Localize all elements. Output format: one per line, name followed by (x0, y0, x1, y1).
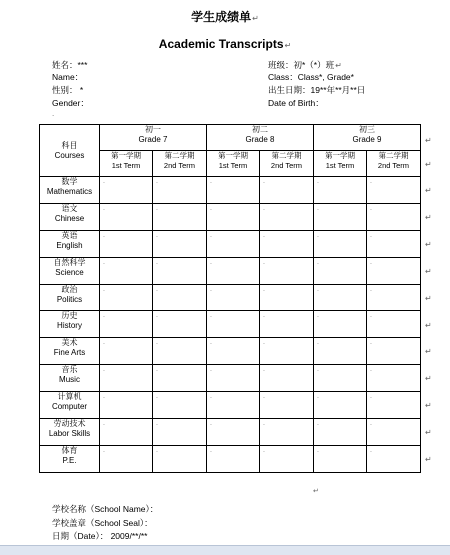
cell-mark: . (317, 231, 319, 239)
subject-name (40, 365, 100, 392)
subject-name-en: Mathematics (46, 187, 93, 196)
cell-mark: . (210, 285, 212, 293)
cell-mark: . (370, 446, 372, 454)
table-row (40, 311, 421, 338)
cell-mark: . (263, 366, 265, 374)
grade-cell[interactable] (314, 419, 367, 446)
grade-cell[interactable] (260, 284, 314, 311)
grade-cell[interactable] (314, 177, 367, 204)
grade-cell[interactable] (100, 338, 153, 365)
cell-mark: . (263, 339, 265, 347)
grade-cell[interactable] (207, 230, 260, 257)
grade-cell[interactable] (207, 338, 260, 365)
cell-mark: . (263, 258, 265, 266)
cell-mark: . (370, 420, 372, 428)
grade-cell[interactable] (367, 419, 421, 446)
subject-name-cn: 计算机 (57, 392, 82, 402)
title-english: Academic Transcripts↵ (158, 37, 292, 51)
grade-cell[interactable] (207, 284, 260, 311)
grade-cell[interactable] (207, 419, 260, 446)
cell-mark: . (156, 446, 158, 454)
grade-7-header: 初一 Grade 7 (100, 125, 207, 151)
cell-mark: . (103, 285, 105, 293)
cell-mark: . (156, 393, 158, 401)
grade-cell[interactable] (153, 338, 207, 365)
subject-name-en: Fine Arts (53, 348, 86, 358)
grade-cell[interactable] (260, 445, 314, 472)
grade-cell[interactable] (314, 284, 367, 311)
grade-cell[interactable] (153, 311, 207, 338)
grade-8-term-1-header: 第一学期 1st Term (207, 151, 260, 177)
cell-mark: . (263, 285, 265, 293)
table-row (40, 392, 421, 419)
grade-9-header: 初三 Grade 9 (314, 125, 421, 151)
student-gender-cn: 性别： * (52, 85, 84, 95)
cell-mark: . (317, 312, 319, 320)
cell-mark: . (317, 366, 319, 374)
cell-mark: . (317, 178, 319, 185)
student-gender-en: Gender： (52, 98, 89, 108)
cell-mark: . (103, 339, 105, 347)
subject-name (40, 392, 100, 419)
cell-mark: . (210, 339, 212, 347)
cell-mark: . (370, 312, 372, 320)
cell-mark: . (210, 393, 212, 401)
subject-name (40, 177, 100, 204)
cell-mark: . (210, 204, 212, 212)
student-name-cn: 姓名：*** (52, 60, 88, 70)
school-seal-field: 学校盖章（School Seal）： (52, 518, 153, 528)
cell-mark: . (263, 204, 265, 212)
grade-cell[interactable] (100, 230, 153, 257)
cell-mark: . (370, 285, 372, 293)
grade-cell[interactable] (153, 445, 207, 472)
row-end-mark: ↵ (425, 186, 432, 195)
grade-cell[interactable] (207, 445, 260, 472)
subject-name-en: Music (59, 375, 80, 385)
grade-cell[interactable] (207, 392, 260, 419)
subject-name (40, 419, 100, 446)
grade-cell[interactable] (367, 311, 421, 338)
grade-cell[interactable] (100, 203, 153, 230)
cell-mark: . (103, 258, 105, 266)
grade-cell[interactable] (153, 365, 207, 392)
row-end-mark: ↵ (425, 455, 432, 464)
cell-mark: . (317, 446, 319, 454)
table-row (40, 419, 421, 446)
grade-cell[interactable] (314, 257, 367, 284)
grade-cell[interactable] (367, 365, 421, 392)
grade-cell[interactable] (153, 284, 207, 311)
grade-cell[interactable] (260, 257, 314, 284)
grade-7-term-2-header: 第二学期 2nd Term (153, 151, 207, 177)
row-end-mark: ↵ (425, 212, 432, 222)
grade-cell[interactable] (260, 392, 314, 419)
cell-mark: . (210, 420, 212, 428)
grade-cell[interactable] (153, 203, 207, 230)
courses-header: 科目 Courses (40, 125, 100, 177)
subject-name-en: Science (55, 267, 84, 277)
table-row (40, 203, 421, 230)
grade-cell[interactable] (207, 203, 260, 230)
cell-mark: . (156, 204, 158, 212)
student-name-en: Name： (52, 72, 84, 82)
table-row (40, 284, 421, 311)
subject-name (40, 311, 100, 338)
table-row (40, 445, 421, 472)
grade-cell[interactable] (207, 257, 260, 284)
cell-mark: . (263, 231, 265, 239)
grade-cell[interactable] (260, 419, 314, 446)
cell-mark: . (103, 393, 105, 401)
subject-name-cn: 英语 (61, 230, 78, 240)
cell-mark: . (370, 339, 372, 347)
cell-mark: . (103, 231, 105, 239)
grade-cell[interactable] (100, 365, 153, 392)
paragraph-mark: . (52, 110, 55, 118)
subject-name-cn: 政治 (61, 284, 78, 294)
subject-name-cn: 语文 (61, 203, 78, 213)
subject-name (40, 338, 100, 365)
grade-cell[interactable] (314, 230, 367, 257)
grade-cell[interactable] (367, 257, 421, 284)
grade-cell[interactable] (153, 177, 207, 204)
grade-cell[interactable] (314, 445, 367, 472)
cell-mark: . (103, 312, 105, 320)
cell-mark: . (317, 258, 319, 266)
grade-cell[interactable] (260, 365, 314, 392)
subject-name (40, 230, 100, 257)
row-end-mark: ↵ (425, 136, 432, 145)
cell-mark: . (210, 312, 212, 320)
transcript-table (39, 124, 421, 473)
cell-mark: . (156, 339, 158, 347)
cell-mark: . (156, 285, 158, 293)
cell-mark: . (210, 231, 212, 239)
subject-name-en: Computer (51, 402, 88, 412)
cell-mark: . (317, 285, 319, 293)
grade-cell[interactable] (367, 445, 421, 472)
row-end-mark: ↵ (425, 347, 432, 357)
subject-name-cn: 自然科学 (53, 257, 86, 267)
grade-cell[interactable] (153, 419, 207, 446)
subject-name-en: History (57, 321, 82, 331)
grade-9-term-1-header: 第一学期 1st Term (314, 151, 367, 177)
grade-8-header: 初二 Grade 8 (207, 125, 314, 151)
subject-name-cn: 历史 (61, 311, 78, 321)
grade-cell[interactable] (207, 311, 260, 338)
student-dob-en: Date of Birth： (268, 98, 324, 108)
grade-cell[interactable] (260, 311, 314, 338)
subject-rows (40, 177, 421, 473)
cell-mark: . (317, 339, 319, 347)
cell-mark: . (370, 393, 372, 401)
date-field: 日期（Date）： 2009/**/** (52, 531, 148, 541)
grade-cell[interactable] (153, 257, 207, 284)
student-class-en: Class：Class*, Grade* (268, 72, 354, 82)
paragraph-mark-after-table: ↵ (313, 487, 319, 495)
grade-cell[interactable] (153, 230, 207, 257)
grade-cell[interactable] (367, 284, 421, 311)
cell-mark: . (156, 178, 158, 185)
cell-mark: . (263, 420, 265, 428)
school-name-field: 学校名称（School Name）： (52, 504, 159, 514)
cell-mark: . (317, 420, 319, 428)
grade-9-term-2-header: 第二学期 2nd Term (367, 151, 421, 177)
cell-mark: . (263, 393, 265, 401)
table-row (40, 365, 421, 392)
cell-mark: . (317, 204, 319, 212)
grade-cell[interactable] (367, 392, 421, 419)
grade-cell[interactable] (260, 338, 314, 365)
title-chinese: 学生成绩单↵ (191, 10, 259, 24)
cell-mark: . (370, 366, 372, 374)
subject-name-en: English (56, 240, 83, 250)
grade-cell[interactable] (100, 257, 153, 284)
cell-mark: . (103, 446, 105, 454)
student-dob-cn: 出生日期：19**年**月**日 (268, 85, 366, 95)
cell-mark: . (210, 178, 212, 185)
grade-cell[interactable] (100, 284, 153, 311)
grade-cell[interactable] (207, 365, 260, 392)
grade-cell[interactable] (314, 338, 367, 365)
row-end-mark: ↵ (425, 266, 432, 276)
table-row (40, 230, 421, 257)
subject-name-cn: 美术 (61, 338, 78, 348)
subject-name-cn: 音乐 (61, 365, 78, 375)
subject-name-en: Chinese (54, 213, 85, 223)
cell-mark: . (103, 178, 105, 185)
grade-cell[interactable] (367, 177, 421, 204)
grade-cell[interactable] (367, 203, 421, 230)
cell-mark: . (156, 312, 158, 320)
cell-mark: . (210, 366, 212, 374)
subject-name (40, 257, 100, 284)
grade-cell[interactable] (260, 230, 314, 257)
cell-mark: . (317, 393, 319, 401)
grade-7-term-1-header: 第一学期 1st Term (100, 151, 153, 177)
cell-mark: . (103, 204, 105, 212)
subject-name-en: P.E. (62, 455, 77, 465)
grade-8-term-2-header: 第二学期 2nd Term (260, 151, 314, 177)
cell-mark: . (156, 420, 158, 428)
grade-cell[interactable] (100, 177, 153, 204)
subject-name-cn: 体育 (61, 445, 78, 455)
cell-mark: . (103, 420, 105, 428)
row-end-mark: ↵ (425, 401, 432, 411)
cell-mark: . (370, 258, 372, 266)
row-end-mark: ↵ (425, 293, 432, 303)
grade-cell[interactable] (260, 203, 314, 230)
row-end-mark: ↵ (425, 428, 432, 438)
cell-mark: . (370, 231, 372, 239)
cell-mark: . (370, 178, 372, 185)
cell-mark: . (210, 258, 212, 266)
cell-mark: . (156, 366, 158, 374)
cell-mark: . (210, 446, 212, 454)
row-end-mark: ↵ (425, 160, 432, 169)
cell-mark: . (263, 312, 265, 320)
cell-mark: . (263, 178, 265, 185)
row-end-mark: ↵ (425, 239, 432, 249)
grade-cell[interactable] (367, 338, 421, 365)
table-row (40, 257, 421, 284)
subject-name-en: Politics (56, 294, 83, 304)
grade-cell[interactable] (260, 177, 314, 204)
subject-name-en: Labor Skills (48, 429, 91, 439)
grade-cell[interactable] (153, 392, 207, 419)
cell-mark: . (156, 231, 158, 239)
table-row (40, 177, 421, 204)
cell-mark: . (103, 366, 105, 374)
cell-mark: . (263, 446, 265, 454)
grade-cell[interactable] (314, 203, 367, 230)
row-end-mark: ↵ (425, 320, 432, 330)
cell-mark: . (156, 258, 158, 266)
grade-cell[interactable] (314, 365, 367, 392)
grade-cell[interactable] (100, 419, 153, 446)
grade-cell[interactable] (100, 445, 153, 472)
grade-cell[interactable] (314, 311, 367, 338)
row-end-mark: ↵ (425, 374, 432, 384)
grade-cell[interactable] (100, 392, 153, 419)
subject-name (40, 284, 100, 311)
cell-mark: . (370, 204, 372, 212)
grade-cell[interactable] (100, 311, 153, 338)
grade-cell[interactable] (207, 177, 260, 204)
grade-cell[interactable] (314, 392, 367, 419)
table-row (40, 338, 421, 365)
subject-name (40, 203, 100, 230)
student-class-cn: 班级：初*（*）班↵ (268, 60, 342, 70)
subject-name-cn: 劳动技术 (53, 419, 86, 429)
grade-cell[interactable] (367, 230, 421, 257)
subject-name-cn: 数学 (61, 177, 78, 186)
subject-name (40, 445, 100, 472)
